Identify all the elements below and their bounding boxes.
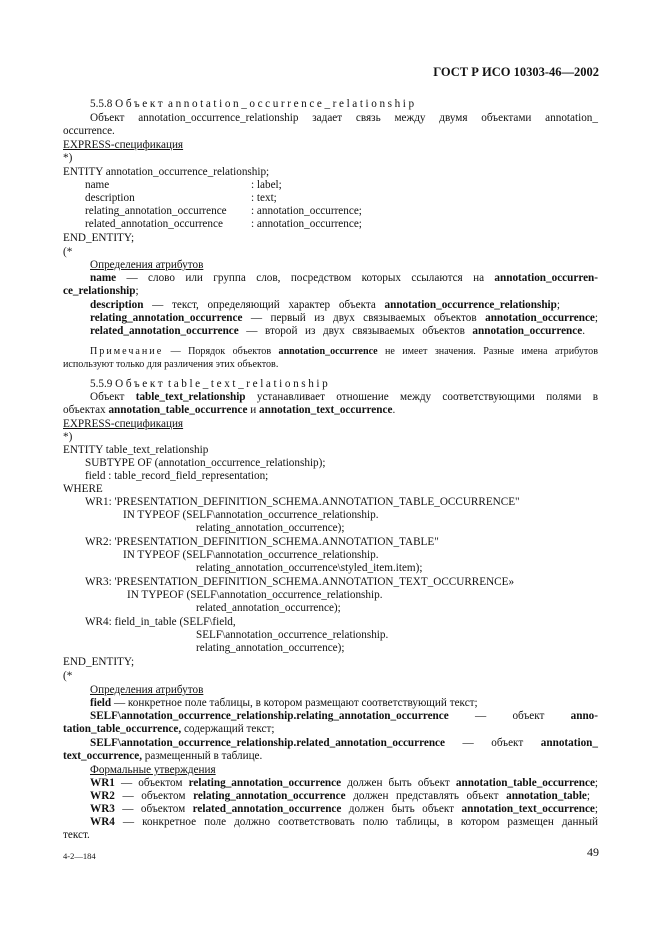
end-entity-1: END_ENTITY; — [63, 232, 135, 244]
wr2-line-2: IN TYPEOF (SELF\annotation_occurrence_relationship. — [123, 549, 379, 561]
rule-text: должен представлять объект — [345, 790, 507, 802]
section-title-word: Объект — [115, 98, 166, 110]
wr2-line-3: relating_annotation_occurrence\styled_item.item); — [196, 562, 423, 574]
rule-wr3 — [90, 803, 598, 816]
section-559-desc-1 — [90, 391, 598, 404]
attr-related-type: : annotation_occurrence; — [251, 218, 362, 230]
rule-text: — объектом — [114, 790, 194, 802]
note-line-2: используют только для различения этих объектов. — [63, 359, 279, 370]
express-spec-label-1: EXPRESS-спецификация — [63, 139, 184, 151]
end-entity-2: END_ENTITY; — [63, 656, 135, 668]
attr-defs-label-1: Определения атрибутов — [90, 259, 204, 271]
def-self2-text: — объект — [444, 737, 541, 749]
def-desc-ref: annotation_occurrence_relationship — [384, 299, 557, 311]
note-text-2: не имеет значения. Разные имена атрибутов — [377, 346, 598, 357]
rule-end: ; — [594, 777, 599, 789]
wr3-line-2: IN TYPEOF (SELF\annotation_occurrence_relationship. — [127, 589, 383, 601]
section-558-desc-1: Объект annotation_occurrence_relationship задает связь между двумя объектами annotation_ — [90, 112, 598, 124]
note-line-1 — [90, 346, 598, 359]
wr4-line-3: relating_annotation_occurrence); — [196, 642, 345, 654]
def-rel1-text: — первый из двух связываемых объектов — [242, 312, 486, 324]
def-rel2-end: . — [582, 325, 585, 337]
def-self1-text: — объект — [448, 710, 571, 722]
rule-term: WR2 — [90, 790, 115, 802]
def-self-relating-line-1 — [90, 710, 598, 723]
def-name-term: name — [90, 272, 117, 284]
rule-wr4-line-2: текст. — [63, 829, 90, 841]
def-field-term: field — [90, 697, 112, 709]
def-rel1-ref: annotation_occurrence — [485, 312, 595, 324]
rule-ref: annotation_table — [506, 790, 587, 802]
rule-term: WR4 — [90, 816, 115, 828]
where-keyword: WHERE — [63, 483, 103, 495]
def-self2-ref-cont: text_occurrence, — [63, 750, 142, 762]
desc-text: объектах — [63, 404, 109, 416]
def-self1-ref: anno- — [570, 710, 598, 722]
def-self-related-line-2 — [63, 750, 262, 763]
note-ref: annotation_occurrence — [278, 346, 378, 357]
def-description — [90, 299, 560, 312]
rule-ref: annotation_text_occurrence — [461, 803, 595, 815]
attr-relating: relating_annotation_occurrence — [85, 205, 227, 217]
def-name-ref: annotation_occurren- — [494, 272, 598, 284]
desc-text: . — [392, 404, 396, 416]
def-self-related-line-1 — [90, 737, 598, 750]
def-desc-term: description — [90, 299, 144, 311]
section-558-heading — [90, 98, 417, 111]
attr-related: related_annotation_occurrence — [85, 218, 223, 230]
def-self2-term: SELF\annotation_occurrence_relationship.related_annotation_occurrence — [90, 737, 445, 749]
def-self1-term: SELF\annotation_occurrence_relationship.relating_annotation_occurrence — [90, 710, 449, 722]
def-desc-text: — текст, определяющий характер объекта — [143, 299, 385, 311]
wr4-line-2: SELF\annotation_occurrence_relationship. — [196, 629, 389, 641]
rule-text: — объектом — [114, 777, 189, 789]
rule-ref: relating_annotation_occurrence — [188, 777, 342, 789]
attr-name-type: : label; — [251, 179, 282, 191]
wr1-line-1: WR1: 'PRESENTATION_DEFINITION_SCHEMA.ANNOTATION_TABLE_OCCURRENCE" — [85, 496, 520, 508]
def-relating — [90, 312, 598, 325]
document-header: ГОСТ Р ИСО 10303-46—2002 — [433, 65, 599, 79]
rule-wr1 — [90, 777, 598, 790]
desc-text: Объект — [90, 391, 136, 403]
def-rel1-end: ; — [594, 312, 598, 324]
rule-term: WR3 — [90, 803, 115, 815]
attr-relating-type: : annotation_occurrence; — [251, 205, 362, 217]
section-number: 5.5.9 — [90, 378, 113, 390]
footer-code: 4-2—184 — [63, 851, 96, 861]
section-559-desc-2 — [63, 404, 395, 417]
section-title-word: Объект — [115, 378, 166, 390]
note-text-1: — Порядок объектов — [163, 346, 279, 357]
section-558-desc-2: occurrence. — [63, 125, 115, 137]
def-name-end: ; — [135, 285, 139, 297]
wr3-line-1: WR3: 'PRESENTATION_DEFINITION_SCHEMA.ANNOTATION_TEXT_OCCURRENCE» — [85, 576, 515, 588]
def-rel2-term: related_annotation_occurrence — [90, 325, 239, 337]
wr1-line-2: IN TYPEOF (SELF\annotation_occurrence_relationship. — [123, 509, 379, 521]
desc-text: устанавливает отношение между соответствующими полями в — [245, 391, 599, 403]
rule-ref: relating_annotation_occurrence — [193, 790, 346, 802]
rule-end: ; — [594, 803, 599, 815]
def-name-line-1 — [90, 272, 598, 285]
def-rel2-ref: annotation_occurrence — [472, 325, 583, 337]
comment-open-2: (* — [63, 670, 73, 682]
def-name-line-2 — [63, 285, 139, 298]
rule-text: — объектом — [114, 803, 193, 815]
entity-2-subtype: SUBTYPE OF (annotation_occurrence_relationship); — [85, 457, 326, 469]
express-spec-label-2: EXPRESS-спецификация — [63, 418, 184, 430]
attr-defs-label-2: Определения атрибутов — [90, 684, 204, 696]
rule-wr4-line-1 — [90, 816, 598, 829]
section-title-name: annotation_occurrence_relationship — [168, 98, 417, 110]
def-name-text: — слово или группа слов, посредством которых ссылаются на — [116, 272, 495, 284]
page-number: 49 — [587, 845, 599, 859]
formal-rules-label: Формальные утверждения — [90, 764, 216, 776]
def-self2-end: размещенный в таблице. — [142, 750, 263, 762]
def-self-relating-line-2 — [63, 723, 275, 736]
entity-2-declaration: ENTITY table_text_relationship — [63, 444, 209, 456]
wr1-line-3: relating_annotation_occurrence); — [196, 522, 345, 534]
note-label: Примечание — [90, 346, 164, 357]
def-desc-end: ; — [556, 299, 560, 311]
rule-wr2 — [90, 790, 590, 803]
desc-ref: table_text_relationship — [135, 391, 246, 403]
wr3-line-3: related_annotation_occurrence); — [196, 602, 341, 614]
desc-text: и — [247, 404, 260, 416]
comment-close-1: *) — [63, 152, 73, 164]
def-field-text: — конкретное поле таблицы, в котором размещают соответствующий текст; — [111, 697, 478, 709]
comment-open-1: (* — [63, 246, 73, 258]
attr-description-type: : text; — [251, 192, 277, 204]
def-self2-ref: annotation_ — [540, 737, 598, 749]
def-rel2-text: — второй из двух связываемых объектов — [238, 325, 473, 337]
def-related — [90, 325, 585, 338]
rule-text: — конкретное поле должно соответствовать полю таблицы, в котором размещен данный — [114, 816, 598, 828]
def-self1-end: содержащий текст; — [181, 723, 275, 735]
def-self1-ref-cont: tation_table_occurrence, — [63, 723, 182, 735]
section-559-heading — [90, 378, 330, 391]
rule-term: WR1 — [90, 777, 115, 789]
desc-ref: annotation_text_occurrence — [259, 404, 393, 416]
desc-ref: annotation_table_occurrence — [108, 404, 248, 416]
entity-1-declaration: ENTITY annotation_occurrence_relationship; — [63, 166, 270, 178]
wr4-line-1: WR4: field_in_table (SELF\field, — [85, 616, 236, 628]
attr-name: name — [85, 179, 110, 191]
comment-close-2: *) — [63, 431, 73, 443]
rule-text: должен быть объект — [341, 777, 456, 789]
rule-ref: related_annotation_occurrence — [192, 803, 342, 815]
entity-2-field: field : table_record_field_representation; — [85, 470, 269, 482]
rule-text: должен быть объект — [341, 803, 462, 815]
def-rel1-term: relating_annotation_occurrence — [90, 312, 243, 324]
attr-description: description — [85, 192, 135, 204]
wr2-line-1: WR2: 'PRESENTATION_DEFINITION_SCHEMA.ANNOTATION_TABLE" — [85, 536, 439, 548]
def-name-ref-cont: ce_relationship — [63, 285, 136, 297]
rule-ref: annotation_table_occurrence — [455, 777, 595, 789]
section-title-name: table_text_relationship — [168, 378, 331, 390]
rule-end: ; — [586, 790, 591, 802]
def-field — [90, 697, 478, 710]
section-number: 5.5.8 — [90, 98, 113, 110]
